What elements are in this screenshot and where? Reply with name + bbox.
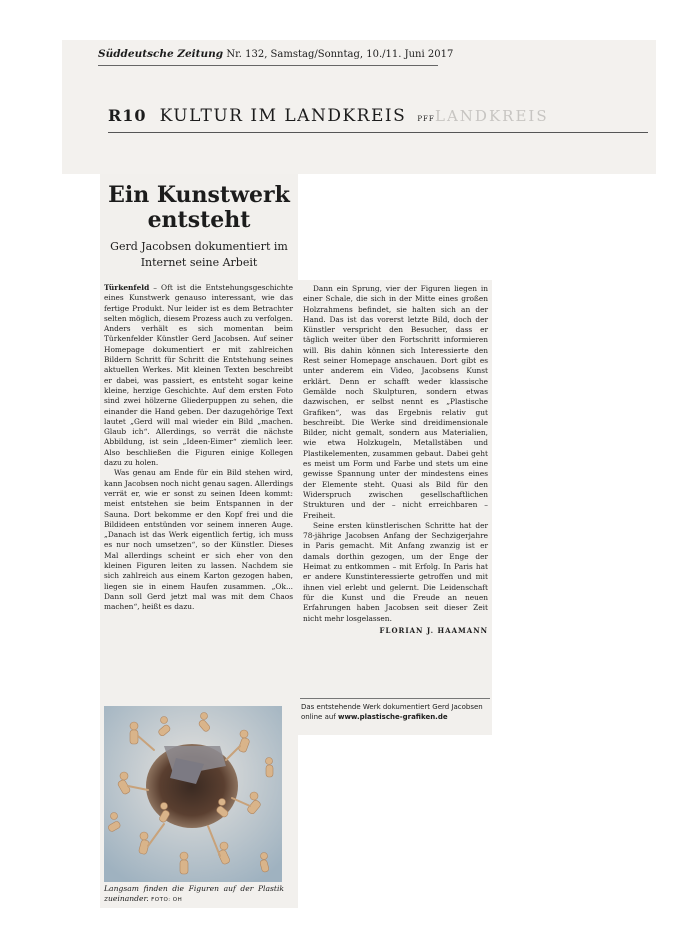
info-box (301, 702, 489, 722)
wooden-figures-image (104, 706, 282, 882)
lead-text: – Oft ist die Entstehungsgeschichte eines Kunstwerk genauso interessant, wie das fertige Produkt. Nur leider ist es dem Betrachter selten möglich, diesem Prozess auch zu verfolgen. Anders verhält es sich momentan beim Türkenfelder Künstler Gerd Jacobsen. Auf seiner Homepage dokumentiert er mit zahlreichen Bildern Schritt für Schritt die Entstehung seines aktuellen Werkes. Mit kleinen Texten beschreibt er dabei, was passiert, es entsteht sogar keine kleine, herzige Geschichte. Auf dem ersten Foto sind zwei hölzerne Gliederpuppen zu sehen, die einander die Hand geben. Der dazugehörige Text lautet „Gerd will mal wieder ein Bild „machen. Glaub ich“. Allerdings, so verrät die nächste Abbildung, ist sein „Ideen-Eimer“ ziemlich leer. Also beschließen die Figuren einige Kollegen dazu zu holen. (104, 283, 293, 468)
article-headline: Ein Kunstwerk entsteht (108, 182, 290, 233)
article-body-right (303, 284, 488, 636)
paragraph-3: Dann ein Sprung, vier der Figuren liegen in einer Schale, die sich in der Mitte eines großen Holzrahmens befindet, sie halten sich an der Hand. Das ist das vorerst letzte Bild, doch der Künstler verspricht den Besucher, dass er täglich weiter über den Fortschritt informieren will. Bis dahin können sich Interessierte den Rest seiner Homepage anschauen. Dort gibt es unter anderem ein Video, Jacobsens Kunst erklärt. Denn er schafft weder klassische Gemälde noch Skulpturen, sondern etwas dazwischen, er selbst nennt es „Plastische Grafiken“, was das Ergebnis relativ gut beschreibt. Die Werke sind dreidimensionale Bilder, nicht gemalt, sondern aus Materialien, wie etwa Holzkugeln, Metallstäben und Plastikelementen, zusammen gebaut. Dabei geht es meist um Form und Farbe und stets um eine gewisse Spannung unter der mindestens eines der Elemente steht. Quasi als Bild für den Widerspruch zwischen gesellschaftlichen Strukturen und der – nicht erreichbaren – Freiheit. (303, 284, 488, 520)
bleed-through-text: LANDKREIS (435, 107, 549, 125)
article-photo (104, 706, 282, 882)
article-body-left (104, 283, 293, 613)
edition-code: PFF (417, 115, 435, 123)
dateline: Türkenfeld (104, 283, 150, 292)
info-box-text: Das entstehende Werk dokumentiert Gerd Jacobsen online auf (301, 703, 483, 721)
section-title: KULTUR IM LANDKREIS (159, 106, 407, 126)
photo-caption-text: Langsam finden die Figuren auf der Plastik zueinander. (104, 884, 284, 903)
photo-credit: FOTO: OH (151, 897, 183, 903)
lead-paragraph (104, 283, 293, 468)
article-subheadline: Gerd Jacobsen dokumentiert im Internet seine Arbeit (110, 240, 288, 269)
section-header (108, 106, 648, 133)
website-link[interactable]: www.plastische-grafiken.de (338, 713, 448, 721)
info-box-rule (300, 698, 490, 699)
issue-info: Nr. 132, Samstag/Sonntag, 10./11. Juni 2017 (226, 49, 454, 60)
paragraph-4: Seine ersten künstlerischen Schritte hat der 78-jährige Jacobsen Anfang der Sechzigerjahre in Paris gemacht. Mit Anfang zwanzig ist er damals dorthin gezogen, um der Enge der Heimat zu entkommen – mit Erfolg. In Paris hat er andere Kunstinteressierte getroffen und mit ihnen viel erlebt und gelernt. Die Leidenschaft für die Kunst und die Freude an neuen Erfahrungen haben Jacobsen seit dieser Zeit nicht mehr losgelassen. (303, 520, 488, 623)
author-byline: FLORIAN J. HAAMANN (379, 625, 488, 635)
newspaper-logo: Süddeutsche Zeitung (98, 48, 224, 60)
paragraph-2: Was genau am Ende für ein Bild stehen wird, kann Jacobsen noch nicht genau sagen. Allerdings verrät er, wie er sonst zu seinen Ideen kommt: meist entstehen sie beim Entspannen in der Sauna. Dort bekomme er den Kopf frei und die Bildideen entstünden vor seinem inneren Auge. „Danach ist das Werk eigentlich fertig, ich muss es nur noch umsetzen“, so der Künstler. Dieses Mal allerdings scheint er sich eher von den kleinen Figuren leiten zu lassen. Nachdem sie sich zahlreich aus einem Karton gezogen haben, liegen sie in einem Haufen zusammen. „Ok... Dann soll Gerd jetzt mal was mit dem Chaos machen“, heißt es dazu. (104, 468, 294, 612)
masthead (98, 48, 454, 66)
page-number: R10 (108, 106, 147, 125)
photo-caption (104, 884, 284, 905)
